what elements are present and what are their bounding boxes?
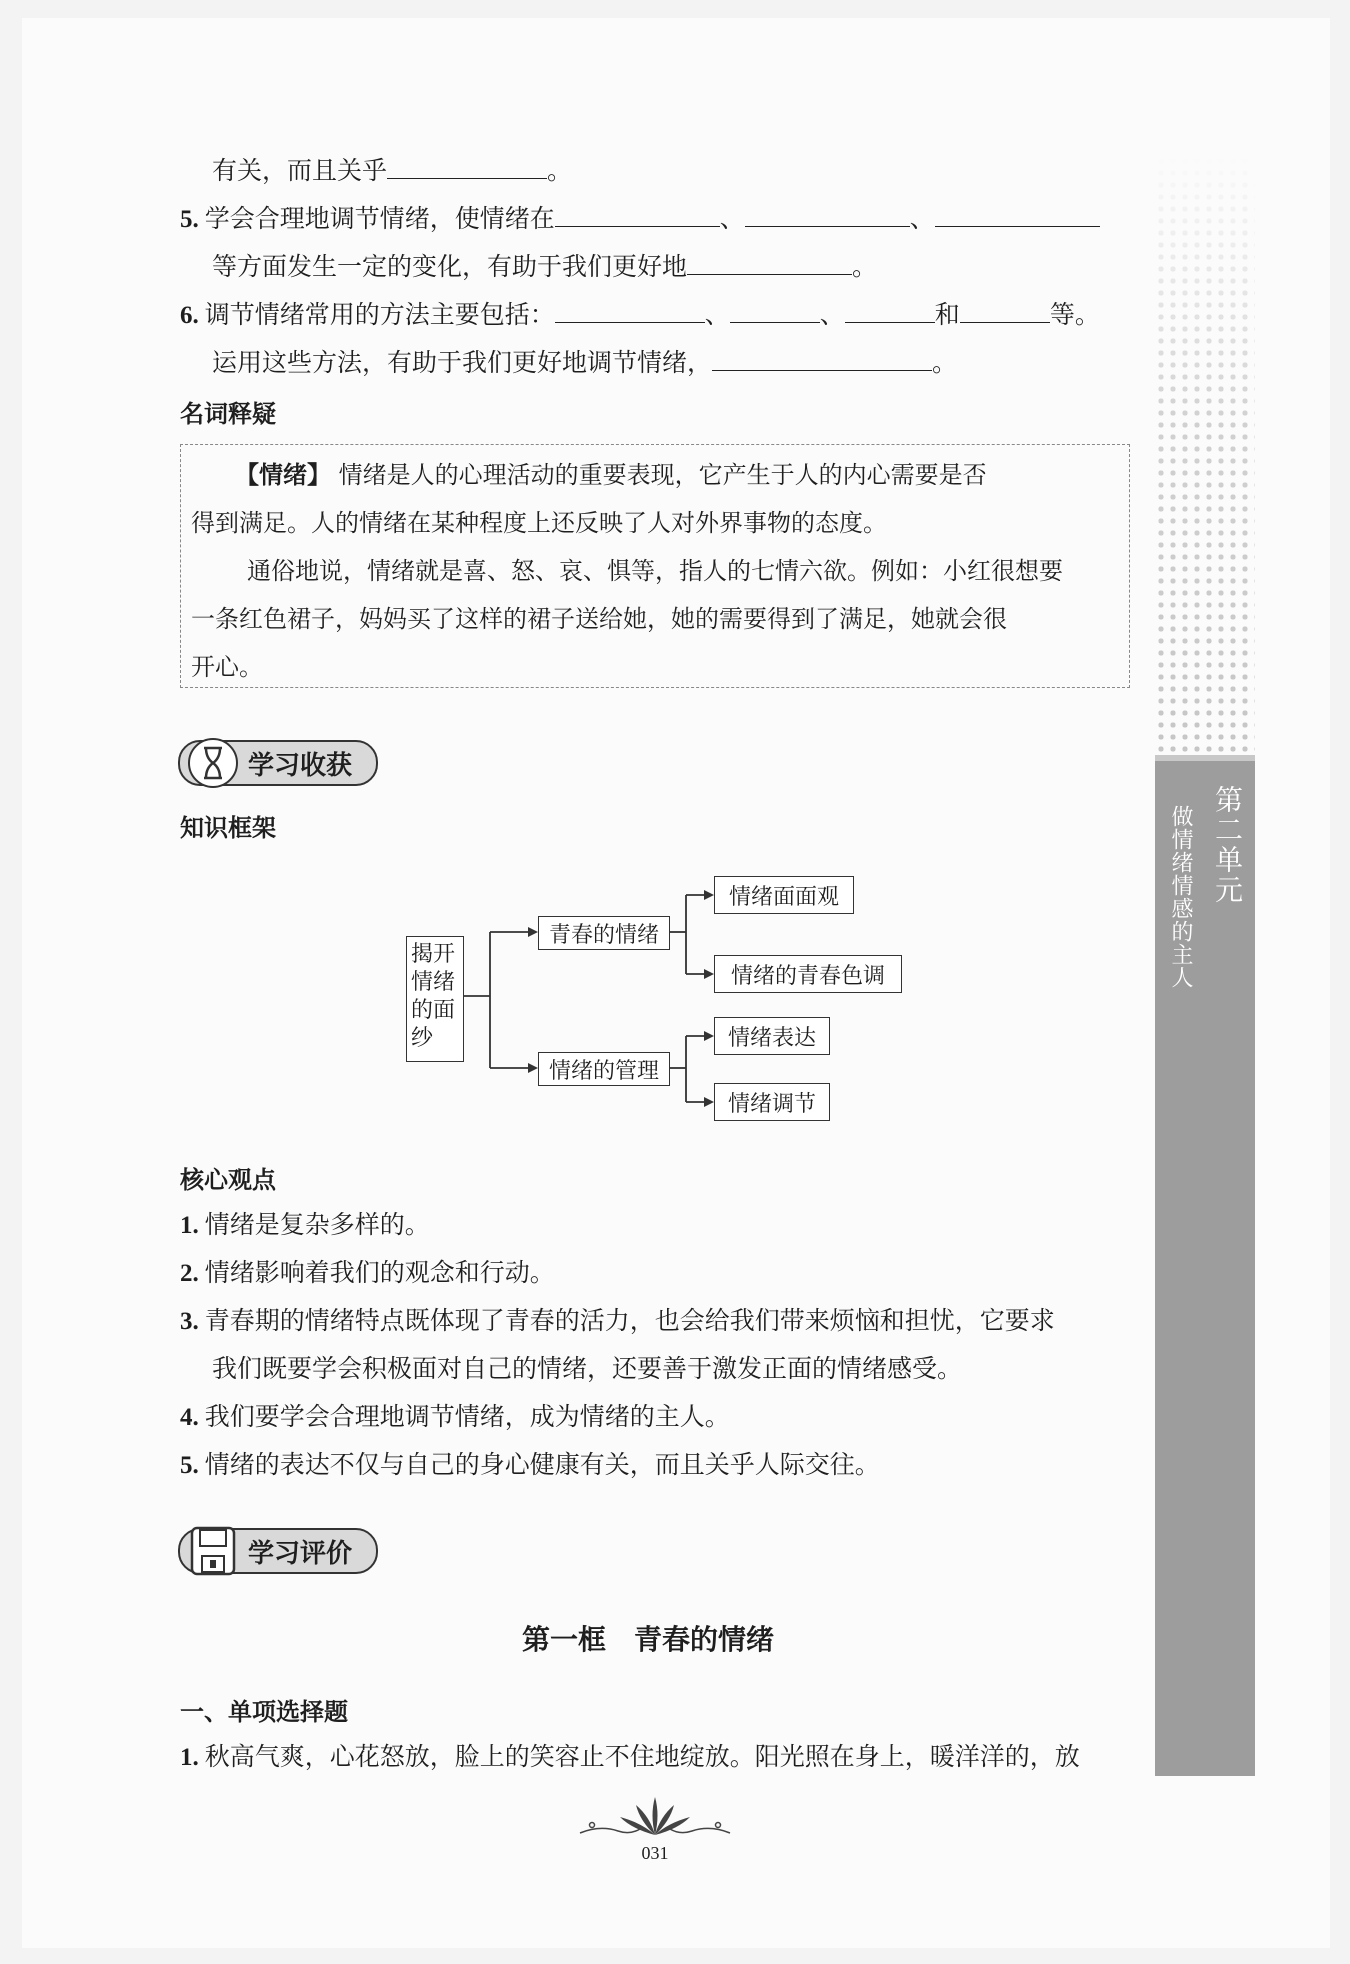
item-text: 情绪是复杂多样的。 — [204, 1210, 430, 1239]
separator: 和 — [934, 300, 960, 329]
question-number: 1. — [180, 1744, 199, 1771]
core-item — [180, 1256, 555, 1291]
frame-title: 第一框 青春的情绪 — [522, 1623, 775, 1656]
separator: 等。 — [1049, 300, 1100, 329]
item-number: 4. — [180, 1404, 199, 1431]
framework-branch-1: 青春的情绪 — [538, 916, 670, 950]
question-text: 学会合理地调节情绪，使情绪在 — [204, 204, 555, 233]
unit-sidebar — [1155, 155, 1255, 1770]
core-item — [180, 1448, 880, 1483]
framework-leaf-2-1: 情绪表达 — [714, 1017, 830, 1055]
choice-question-1 — [180, 1740, 1080, 1775]
pattern-fade — [1155, 155, 1255, 755]
glossary-text: 通俗地说，情绪就是喜、怒、哀、惧等，指人的七情六欲。例如：小红很想要 — [247, 557, 1063, 585]
item-text: 我们要学会合理地调节情绪，成为情绪的主人。 — [204, 1402, 730, 1431]
item-number: 3. — [180, 1308, 199, 1335]
leaf-ornament-icon — [570, 1795, 740, 1839]
framework-leaf-1-2: 情绪的青春色调 — [714, 955, 902, 993]
separator: 、 — [909, 204, 935, 233]
section-badge-evaluation — [178, 1528, 378, 1574]
glossary-heading: 名词释疑 — [180, 400, 276, 428]
page-number: 031 — [641, 1843, 669, 1863]
separator: 。 — [852, 252, 878, 281]
core-heading: 核心观点 — [180, 1166, 276, 1194]
framework-branch-2: 情绪的管理 — [538, 1052, 670, 1086]
question-text: 运用这些方法，有助于我们更好地调节情绪， — [212, 348, 713, 377]
core-item — [180, 1208, 430, 1243]
item-text: 青春期的情绪特点既体现了青春的活力，也会给我们带来烦恼和担忧，它要求 — [204, 1306, 1055, 1335]
question-text: 秋高气爽，心花怒放，脸上的笑容止不住地绽放。阳光照在身上，暖洋洋的，放 — [204, 1742, 1080, 1771]
item-number: 1. — [180, 1212, 199, 1239]
question-text: 等方面发生一定的变化，有助于我们更好地 — [212, 252, 688, 281]
question-section-heading: 一、单项选择题 — [180, 1698, 348, 1726]
question-text: 调节情绪常用的方法主要包括： — [204, 300, 555, 329]
separator: 、 — [819, 300, 845, 329]
unit-number: 第二单元 — [1211, 785, 1244, 905]
glossary-text: 开心。 — [191, 653, 263, 681]
floppy-disk-icon — [186, 1524, 240, 1578]
framework-root: 揭开情绪的面纱 — [406, 936, 464, 1062]
unit-tab — [1155, 755, 1255, 1776]
core-item — [180, 1304, 1055, 1339]
glossary-term: 【情绪】 — [235, 461, 331, 489]
item-text: 我们既要学会积极面对自己的情绪，还要善于激发正面的情绪感受。 — [212, 1354, 963, 1383]
core-item — [180, 1400, 730, 1435]
separator: 、 — [719, 204, 745, 233]
item-text: 情绪影响着我们的观念和行动。 — [204, 1258, 555, 1287]
question-number: 5. — [180, 206, 199, 233]
core-item-cont — [212, 1352, 962, 1386]
framework-leaf-1-1: 情绪面面观 — [714, 876, 854, 914]
item-text: 情绪的表达不仅与自己的身心健康有关，而且关乎人际交往。 — [204, 1450, 880, 1479]
question-number: 6. — [180, 302, 199, 329]
separator: 。 — [932, 348, 958, 377]
framework-leaf-2-2: 情绪调节 — [714, 1083, 830, 1121]
badge-label: 学习收获 — [248, 750, 353, 781]
glossary-text: 得到满足。人的情绪在某种程度上还反映了人对外界事物的态度。 — [191, 509, 887, 537]
q4-cont-text: 有关，而且关乎 — [212, 156, 388, 185]
glossary-text: 情绪是人的心理活动的重要表现，它产生于人的内心需要是否 — [338, 461, 987, 489]
badge-label: 学习评价 — [248, 1538, 353, 1569]
framework-heading: 知识框架 — [180, 814, 276, 842]
item-number: 5. — [180, 1452, 199, 1479]
separator: 、 — [704, 300, 730, 329]
unit-title: 做情绪情感的主人 — [1168, 805, 1193, 989]
glossary-text: 一条红色裙子，妈妈买了这样的裙子送给她，她的需要得到了满足，她就会很 — [191, 605, 1007, 633]
item-number: 2. — [180, 1260, 199, 1287]
q4-end-text: 。 — [547, 156, 573, 185]
page-footer — [570, 1795, 740, 1864]
